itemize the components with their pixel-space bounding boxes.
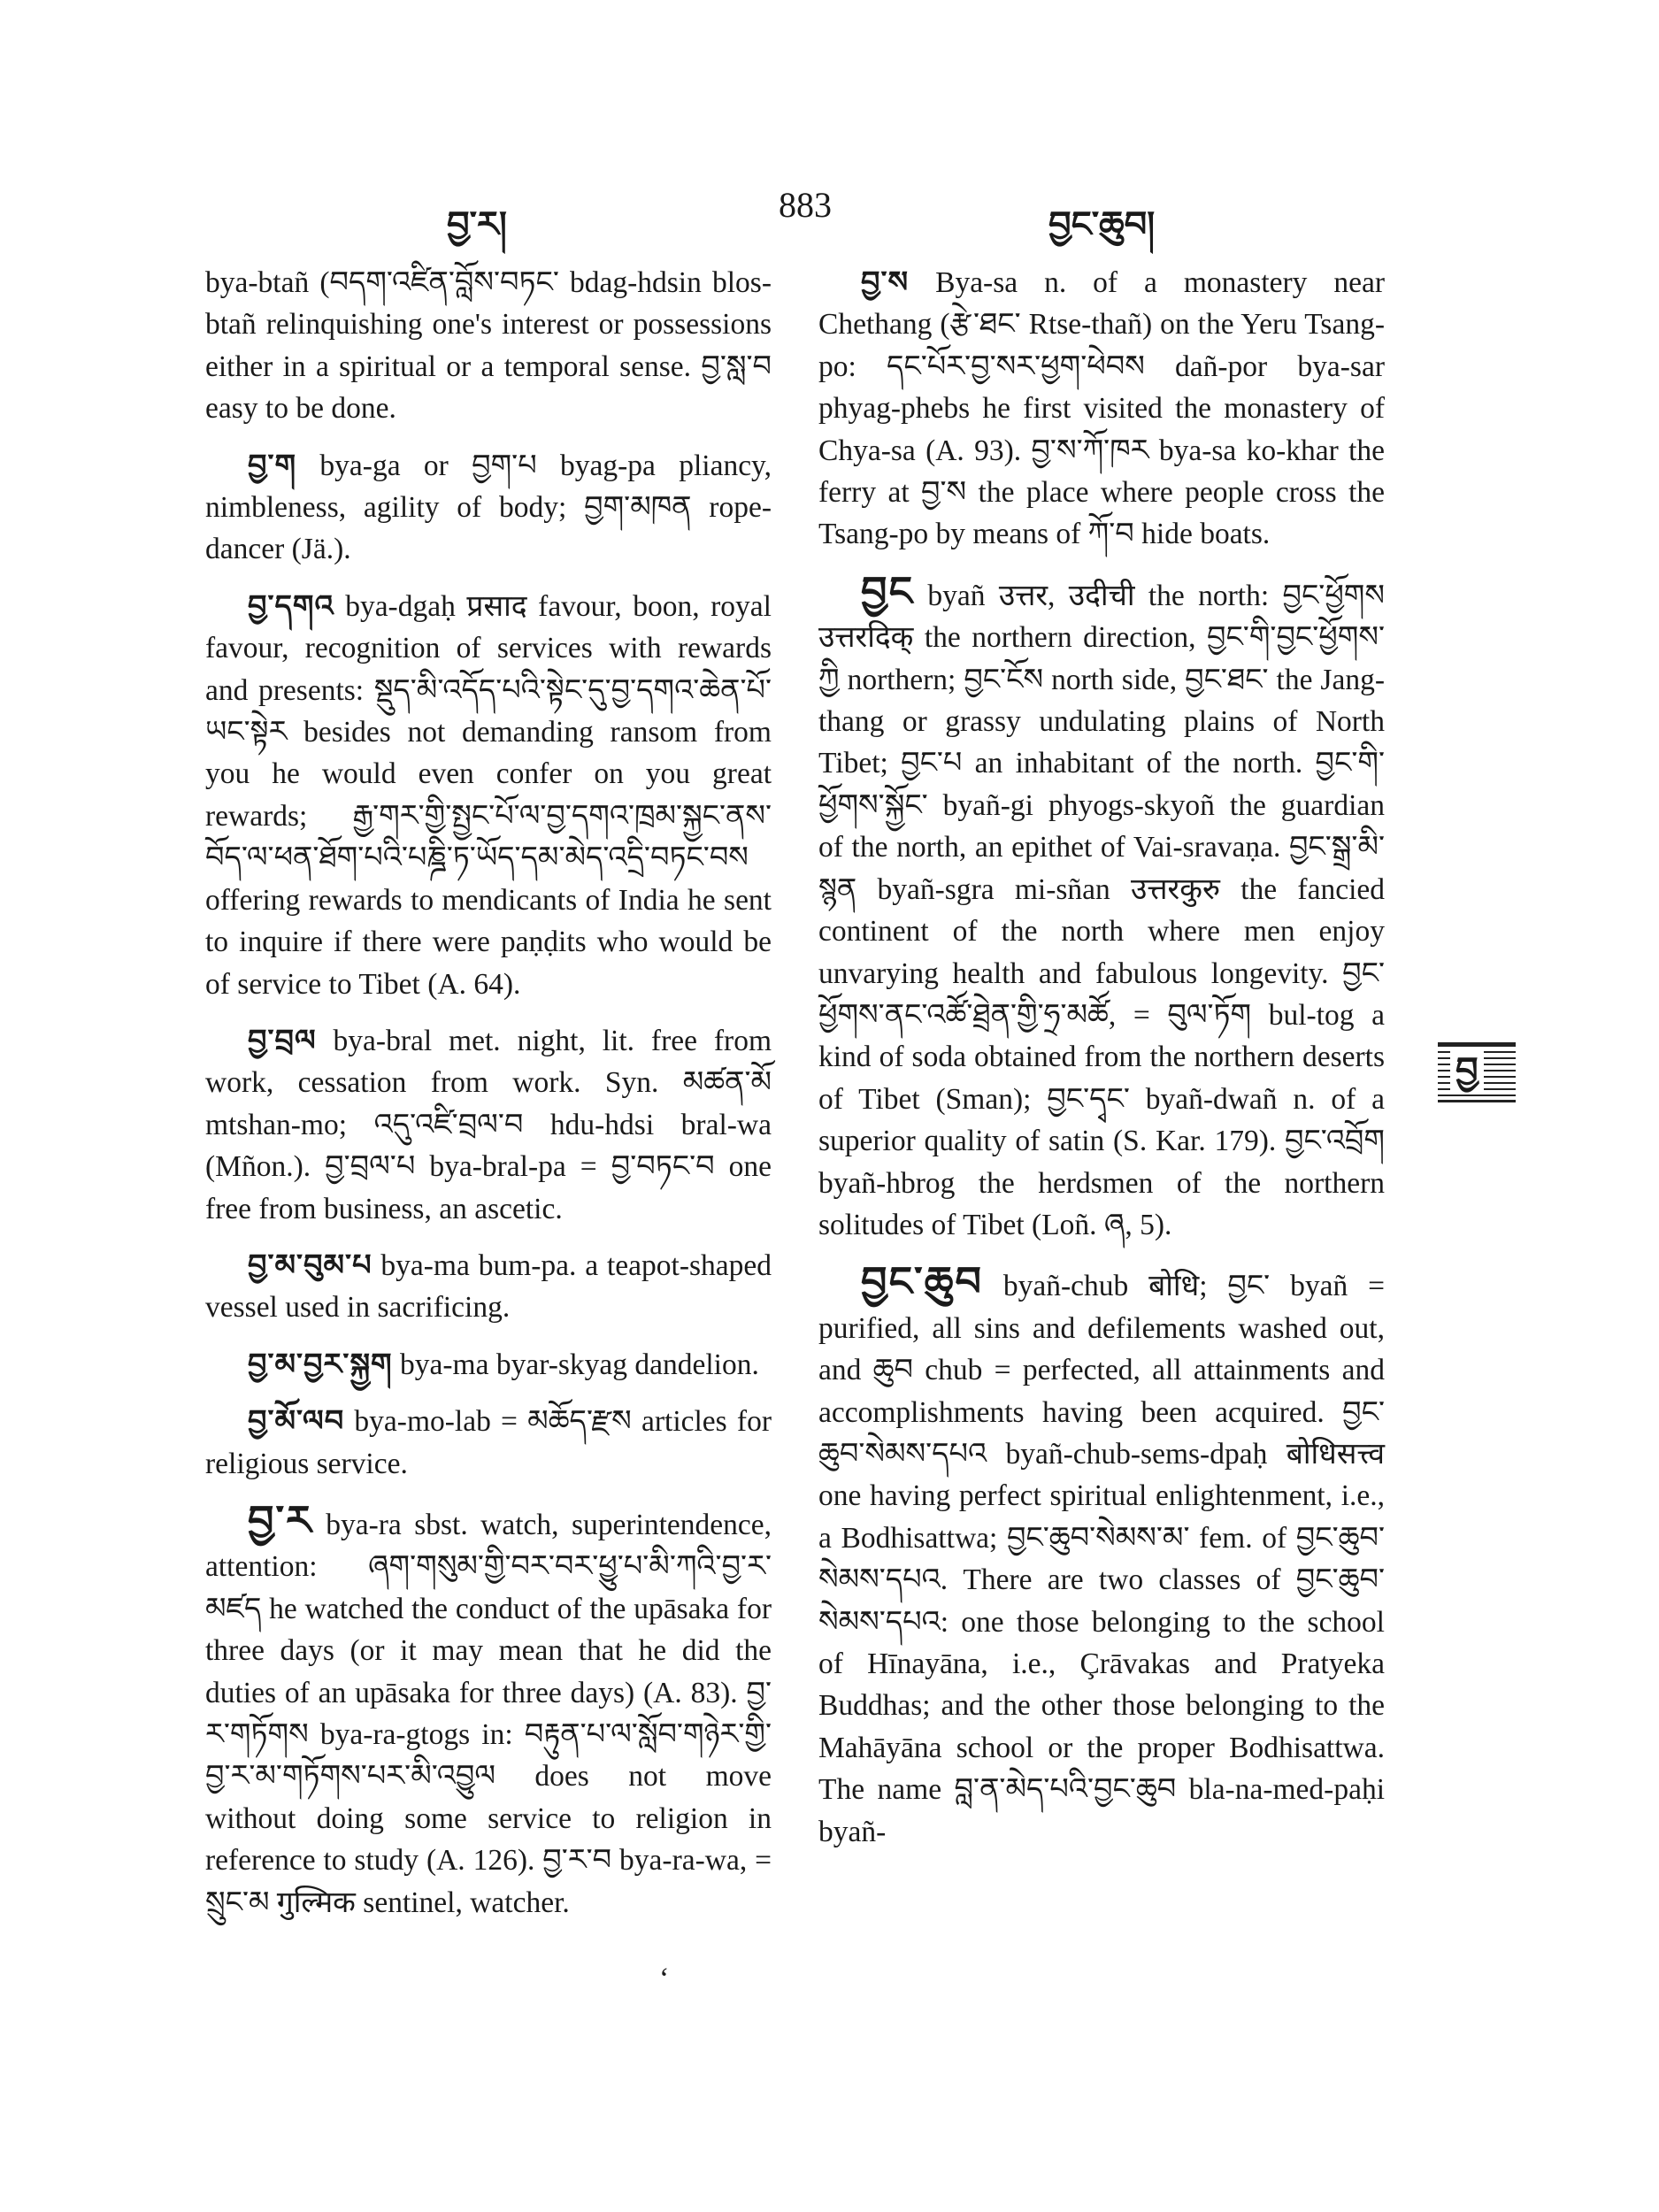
left-running-head: བྱ་ར།	[447, 204, 507, 244]
entry-headword: བྱ་མ་བུམ་པ	[248, 1248, 373, 1282]
entry-text: bya-ra sbst. watch, superintendence, attention: ཞག་གསུམ་གྱི་བར་བར་ཕྱུ་པ་མི་ཀའི་བྱ་ར་མཛད he watched the conduct of the upāsaka for three days (or it may mean that he did the duties of an upāsaka for three days) (A. 83). བྱ་ར་གཏོགས bya-ra-gtogs in: བརྟུན་པ་ལ་སློབ་གཉེར་གྱི་བྱ་ར་མ་གཏོགས་པར་མི་འབྱུལ does not move without doing some service to religion in reference to study (A. 126). བྱ་ར་བ bya-ra-wa, = སྲུང་མ गुल्मिक sentinel, watcher.	[205, 1508, 772, 1919]
stray-print-mark: ʻ	[659, 1962, 670, 1995]
entry-text: bya-dgaḥ प्रसाद favour, boon, royal favour, recognition of services with rewards and presents: སྡུད་མི་འདོད་པའི་སྟེང་དུ་བྱ་དགའ་ཆེན་པོ་ཡང་སྟེར besides not demanding ransom from you he would even confer on you great rewards; རྒྱ་གར་གྱི་སྤྱང་པོ་ལ་བྱ་དགའ་ཁྲམ་སྐྱང་ནས་བོད་ལ་ཕན་ཐོག་པའི་པཎྜི་ཏ་ཡོད་དམ་མེད་འདྲི་བཏང་བས offering rewards to mendicants of India he sent to inquire if there were paṇḍits who would be of service to Tibet (A. 64).	[205, 589, 772, 1001]
entry-bya-ma-bum-pa	[205, 1245, 772, 1329]
page-number: 883	[779, 185, 832, 225]
entry-headword: བྱང་ཆུབ	[861, 1259, 983, 1305]
entry-bya-btan	[205, 262, 772, 430]
entry-headword: བྱ་ས	[861, 266, 910, 299]
entry-text: byañ उत्तर, उदीची the north: བྱང་ཕྱོགས उत्तरदिक् the northern direction, བྱང་གི་བྱང་ཕྱོགས་ཀྱི northern; བྱང་ངོས north side, བྱང་ཐང་ the Jang-thang or grassy undulating plains of North Tibet; བྱང་པ an inhabitant of the north. བྱང་གི་ཕྱོགས་སྐྱོང་ byañ-gi phyogs-skyoñ the guardian of the north, an epithet of Vai-sravaṇa. བྱང་སྒྲ་མི་སྙན byañ-sgra mi-sñan उत्तरकुरु the fancied continent of the north where men enjoy unvarying health and fabulous longevity. བྱང་ཕྱོགས་ནང་འཚོ་ཐྲེན་གྱི་ཧྲ་མཚོ, = བུལ་ཏོག bul-tog a kind of soda obtained from the northern deserts of Tibet (Sman); བྱང་དྭང་ byañ-dwañ n. of a superior quality of satin (S. Kar. 179). བྱང་འབྲོག byañ-hbrog the herdsmen of the northern solitudes of Tibet (Loñ. ཞ, 5).	[818, 579, 1385, 1241]
entry-headword: བྱ་མོ་ལབ	[248, 1405, 345, 1439]
entry-headword: བྱང	[861, 568, 915, 614]
entry-bya-mo-lab	[205, 1401, 772, 1485]
entry-bya-ma-byar-skyag	[205, 1344, 772, 1386]
entry-bya-sa	[818, 262, 1385, 556]
entry-bya-ra	[205, 1497, 772, 1924]
entry-text: bya-ma bum-pa. a teapot-shaped vessel used in sacrificing.	[205, 1248, 772, 1325]
entry-headword: བྱ་ར	[248, 1497, 313, 1543]
entry-text: bya-ga or བྱག་པ byag-pa pliancy, nimbleness, agility of body; བྱག་མཁན rope-dancer (Jä.).	[205, 449, 772, 566]
entry-headword: བྱ་མ་བྱར་སྐྱག	[248, 1348, 393, 1381]
left-column	[205, 262, 772, 1939]
entry-bya-bral	[205, 1020, 772, 1230]
entry-headword: བྱ་ག	[248, 449, 297, 482]
thumb-index-tab	[1438, 1042, 1516, 1102]
page-header	[204, 184, 1411, 244]
entry-text: bya-bral met. night, lit. free from work, cessation from work. Syn. མཚན་མོ mtshan-mo; འདུ་འཛི་བྲལ་བ hdu-hdsi bral-wa (Mñon.). བྱ་བྲལ་པ bya-bral-pa = བྱ་བཏང་བ one free from business, an ascetic.	[205, 1024, 772, 1225]
entry-text: bya-mo-lab = མཆོད་རྫས articles for religious service.	[205, 1405, 772, 1480]
entry-headword: བྱ་དགའ	[248, 589, 334, 623]
entry-bya-dgah	[205, 586, 772, 1005]
entry-byan	[818, 568, 1385, 1247]
entry-text: bya-ma byar-skyag dandelion.	[400, 1348, 759, 1381]
entry-bya-ga	[205, 445, 772, 571]
entry-text: bya-btañ (བདག་འཛིན་བློས་བཏང་ bdag-hdsin blos-btañ relinquishing one's interest or possessions either in a spiritual or a temporal sense. བྱ་སླ་བ easy to be done.	[205, 266, 772, 426]
entry-byan-chub	[818, 1261, 1385, 1853]
thumb-index-label: བྱ	[1450, 1048, 1484, 1093]
right-running-head: བྱང་ཆུབ།	[1048, 204, 1156, 244]
entry-text: byañ-chub बोधि; བྱང་ byañ = purified, all sins and defilements washed out, and ཆུབ chub = perfected, all attainments and accomplishments having been acquired. བྱང་ཆུབ་སེམས་དཔའ byañ-chub-sems-dpaḥ बोधिसत्त्व one having perfect spiritual enlightenment, i.e., a Bodhisattwa; བྱང་ཆུབ་སེམས་མ་ fem. of བྱང་ཆུབ་སེམས་དཔའ. There are two classes of བྱང་ཆུབ་སེམས་དཔའ: one those belonging to the school of Hīnayāna, i.e., Çrāvakas and Pratyeka Buddhas; and the other those belonging to the Mahāyāna school or the proper Bodhisattwa. The name བླ་ན་མེད་པའི་བྱང་ཆུབ bla-na-med-paḥi byañ-	[818, 1270, 1386, 1848]
entry-headword: བྱ་བྲལ	[248, 1024, 317, 1057]
right-column	[818, 262, 1385, 1868]
entry-text: Bya-sa n. of a monastery near Chethang (རྩེ་ཐང་ Rtse-thañ) on the Yeru Tsang-po: དང་པོར་བྱ་སར་ཕྱག་ཕེབས dañ-por bya-sar phyag-phebs he first visited the monastery of Chya-sa (A. 93). བྱ་ས་ཀོ་ཁར bya-sa ko-khar the ferry at བྱ་ས the place where people cross the Tsang-po by means of ཀོ་བ hide boats.	[818, 266, 1385, 551]
